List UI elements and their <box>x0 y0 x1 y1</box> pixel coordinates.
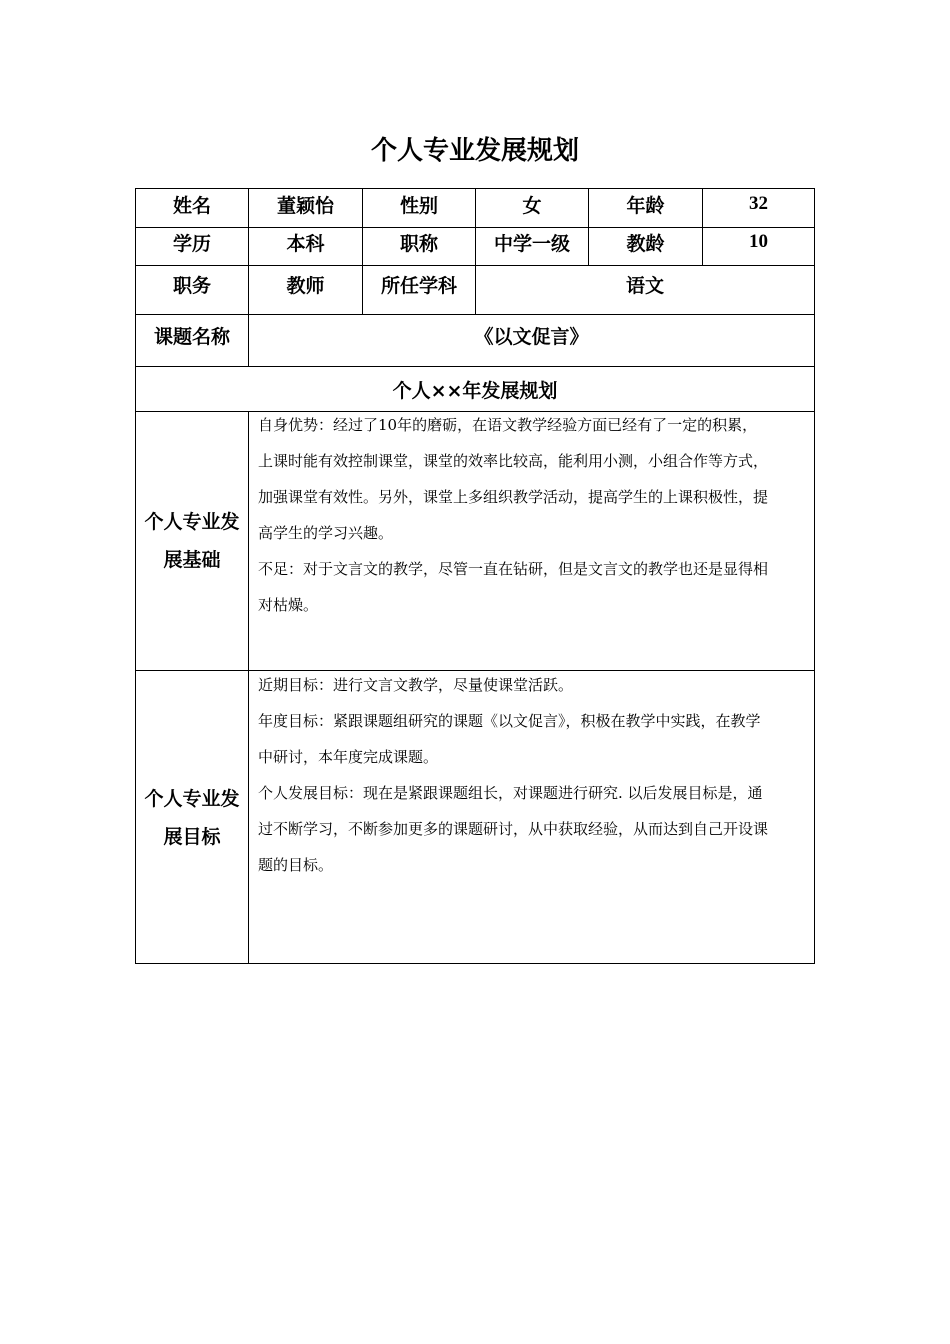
basis-line: 上课时能有效控制课堂，课堂的效率比较高，能利用小测，小组合作等方式， <box>258 452 769 470</box>
age-label: 年龄 <box>626 194 665 217</box>
topic-label: 课题名称 <box>153 325 230 348</box>
col-divider <box>248 411 249 964</box>
goals-line: 过不断学习，不断参加更多的课题研讨，从中获取经验，从而达到自己开设课 <box>258 820 769 838</box>
basis-line: 自身优势：经过了10年的磨砺，在语文教学经验方面已经有了一定的积累， <box>258 416 758 434</box>
duty-label: 职务 <box>172 274 211 297</box>
basis-label-line1: 个人专业发 <box>144 511 240 533</box>
rank-label: 职称 <box>399 232 438 255</box>
gender-value: 女 <box>522 194 542 217</box>
edu-label: 学历 <box>172 232 211 255</box>
gender-label: 性别 <box>399 194 438 217</box>
years-value: 10 <box>749 231 768 252</box>
subject-label: 所任学科 <box>380 274 457 297</box>
goals-label <box>136 671 248 964</box>
years-label: 教龄 <box>626 232 665 255</box>
goals-label-line2: 展目标 <box>163 825 221 848</box>
plan-table <box>135 188 815 964</box>
goals-line: 年度目标：紧跟课题组研究的课题《以文促言》，积极在教学中实践，在教学 <box>258 712 761 730</box>
basis-label <box>136 412 248 670</box>
goals-label-line1: 个人专业发 <box>144 787 240 810</box>
basis-line: 加强课堂有效性。另外，课堂上多组织教学活动，提高学生的上课积极性，提 <box>258 488 769 506</box>
goals-line: 个人发展目标：现在是紧跟课题组长，对课题进行研究. 以后发展目标是，通 <box>258 784 763 802</box>
goals-line: 中研讨，本年度完成课题。 <box>258 748 439 766</box>
goals-line: 近期目标：进行文言文教学，尽量使课堂活跃。 <box>258 676 574 694</box>
name-value: 董颖怡 <box>276 194 334 217</box>
age-value: 32 <box>749 193 768 214</box>
goals-line: 题的目标。 <box>258 856 334 874</box>
document-title: 个人专业发展规划 <box>370 136 579 166</box>
section-title: 个人××年发展规划 <box>392 379 558 402</box>
topic-value: 《以文促言》 <box>474 325 589 348</box>
subject-value: 语文 <box>625 274 664 297</box>
name-label: 姓名 <box>172 194 211 217</box>
basis-line: 不足：对于文言文的教学，尽管一直在钻研，但是文言文的教学也还是显得相 <box>258 560 769 578</box>
goals-text <box>258 667 814 883</box>
duty-value: 教师 <box>286 274 325 297</box>
basis-line: 高学生的学习兴趣。 <box>258 524 394 542</box>
basis-line: 对枯燥。 <box>258 596 319 614</box>
basis-text <box>258 407 814 623</box>
edu-value: 本科 <box>286 232 325 255</box>
basis-label-line2: 展基础 <box>163 549 221 571</box>
rank-value: 中学一级 <box>493 232 570 255</box>
